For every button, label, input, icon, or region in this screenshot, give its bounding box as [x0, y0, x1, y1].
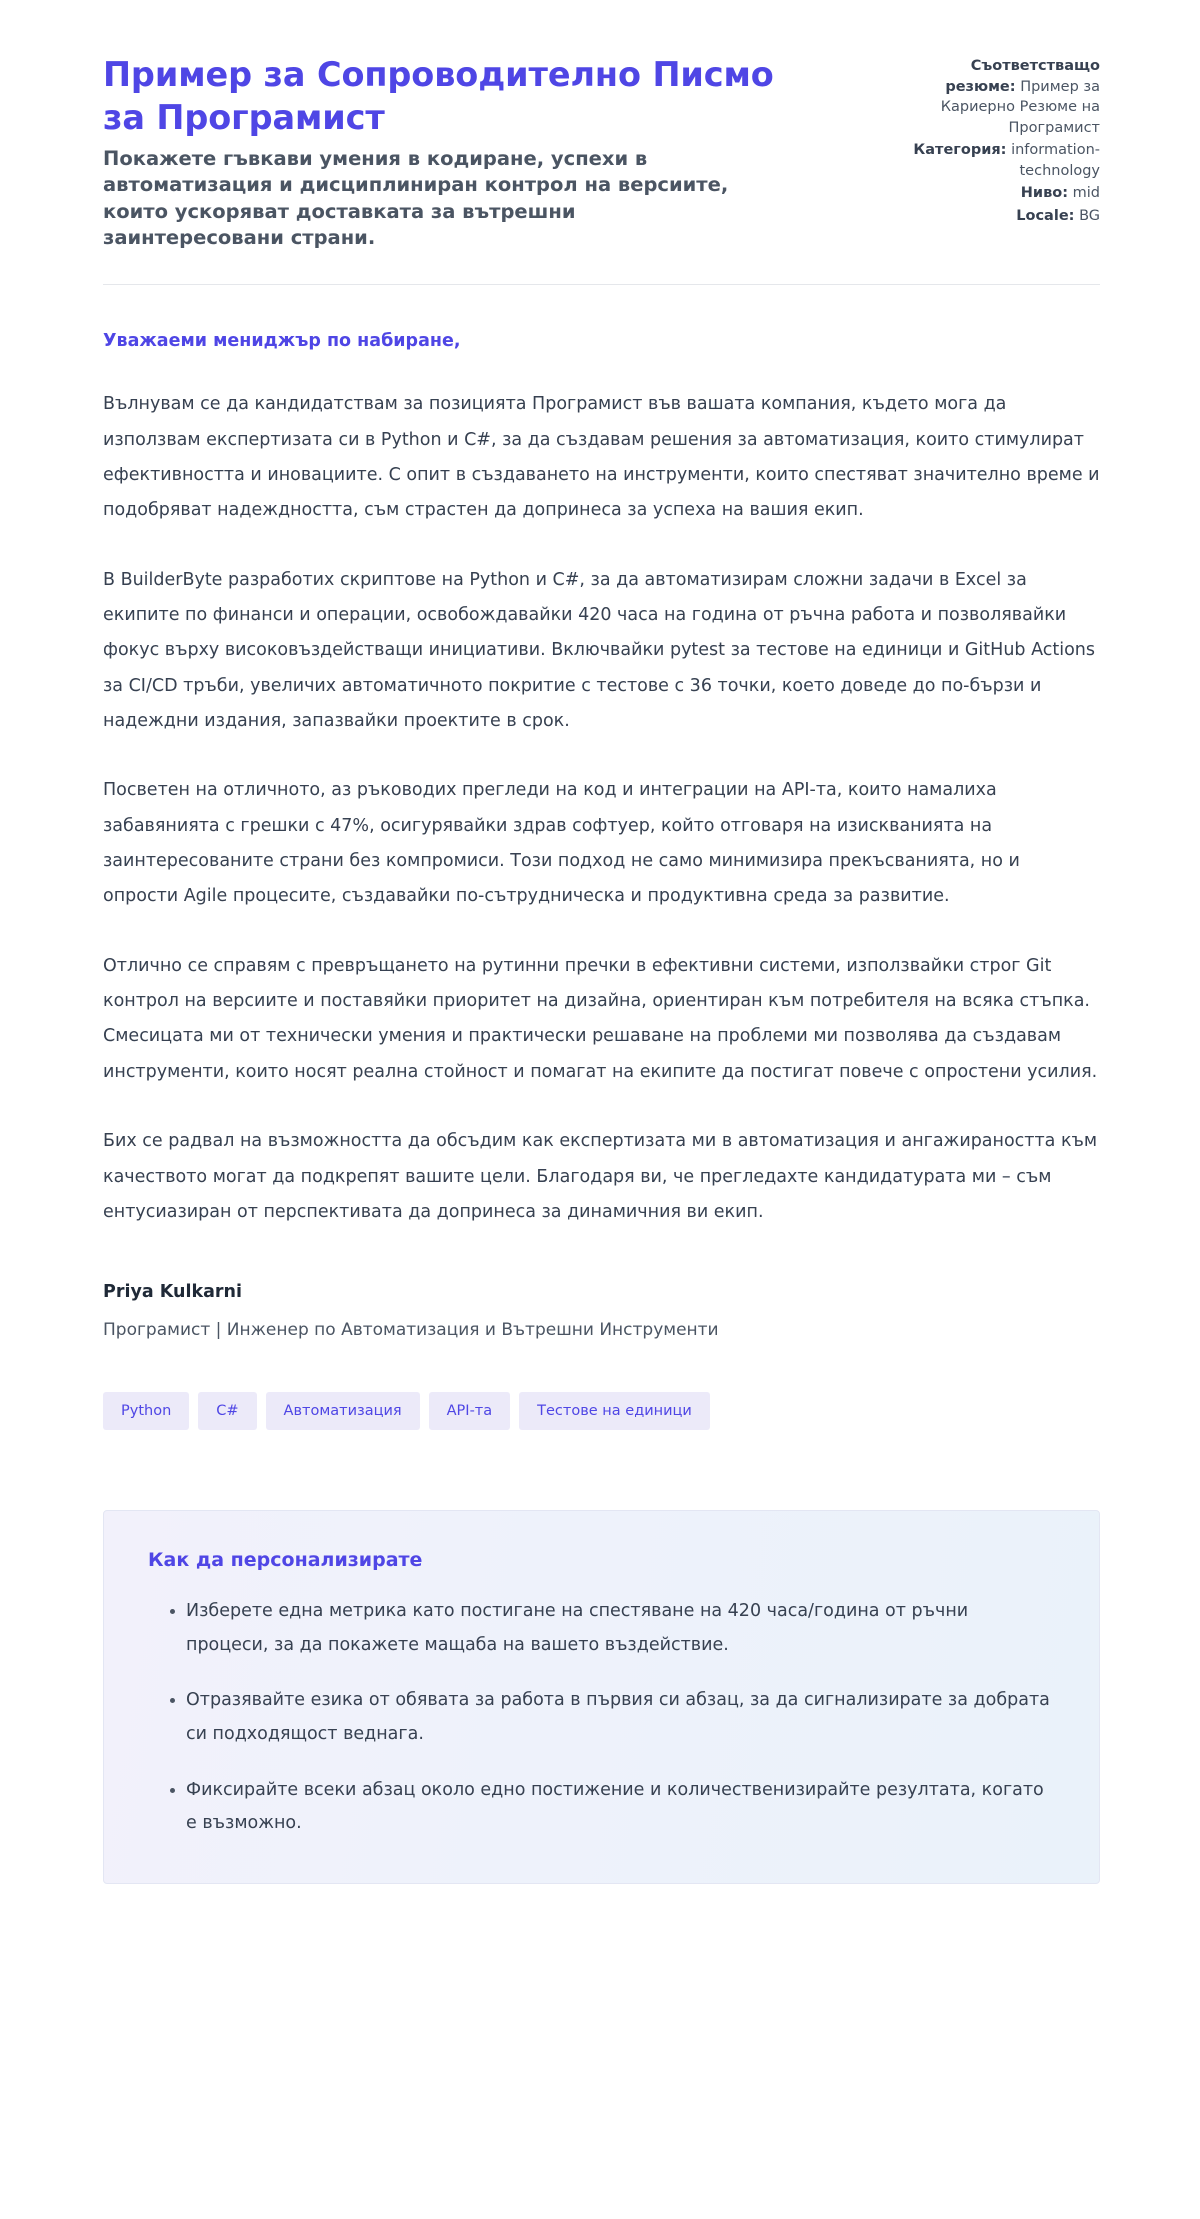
page-subtitle: Покажете гъвкави умения в кодиране, успехи в автоматизация и дисциплиниран контрол на версиите, които ускоряват доставката за вътрешни заинтересовани страни. [103, 146, 729, 250]
meta-row-category [900, 140, 1100, 181]
skill-tag[interactable]: Тестове на единици [519, 1392, 710, 1431]
letter-body [0, 285, 1200, 1230]
skill-tag[interactable]: API-та [429, 1392, 511, 1431]
meta-row-matching-resume [900, 56, 1100, 138]
page-header [0, 0, 1200, 252]
letter-paragraph: Посветен на отличното, аз ръководих прегледи на код и интеграции на API-та, които намалиха забавянията с грешки с 47%, осигурявайки здрав софтуер, който отговаря на изискванията на заинтересованите страни без компромиси. Този подход не само минимизира прекъсванията, но и опрости Agile процесите, създавайки по-сътрудническа и продуктивна среда за развитие. [103, 780, 1020, 907]
document-metadata [900, 54, 1100, 229]
tips-list-item: Отразявайте езика от обявата за работа в първия си абзац, за да сигнализирате за добрата си подходящост веднага. [170, 1684, 1055, 1751]
letter-paragraph: В BuilderByte разработих скриптове на Python и C#, за да автоматизирам сложни задачи в Excel за екипите по финанси и операции, освобождавайки 420 часа на година от ръчна работа и позволявайки фокус върху високовъздействащи инициативи. Включвайки pytest за тестове на единици и GitHub Actions за CI/CD тръби, увеличих автоматичното покритие с тестове с 36 точки, което доведе до по-бързи и надеждни издания, запазвайки проектите в срок. [103, 569, 1096, 732]
letter-paragraph: Вълнувам се да кандидатствам за позицията Програмист във вашата компания, където мога да използвам експертизата си в Python и C#, за да създавам решения за автоматизация, които стимулират ефективността и иновациите. С опит в създаването на инструменти, които спестяват значително време и подобряват надеждността, съм страстен да допринеса за успеха на вашия екип. [103, 394, 1100, 521]
customization-tips-card [103, 1510, 1100, 1884]
skill-tag-list [0, 1344, 1200, 1431]
tips-list-item: Фиксирайте всеки абзац около едно постижение и количественизирайте резултата, когато е възможно. [170, 1774, 1055, 1841]
meta-value-category: information-technology [1011, 142, 1100, 179]
letter-paragraph: Отлично се справям с превръщането на рутинни пречки в ефективни системи, използвайки строг Git контрол на версиите и поставяйки приоритет на дизайна, ориентиран към потребителя на всяка стъпка. Смесицата ми от технически умения и практически решаване на проблеми ми позволява да създавам инструменти, които носят реална стойност и помагат на екипите да постигат повече с опростени усилия. [103, 955, 1098, 1082]
header-title-block [103, 54, 803, 252]
page-title: Пример за Сопроводително Писмо за Програмист [103, 55, 774, 137]
skill-tag[interactable]: Автоматизация [266, 1392, 420, 1431]
tips-list-item: Изберете една метрика като постигане на спестяване на 420 часа/година от ръчни процеси, за да покажете мащаба на вашето въздействие. [170, 1595, 1055, 1662]
meta-value-matching-resume: Пример за Кариерно Резюме на Програмист [940, 78, 1100, 136]
meta-value-locale: BG [1079, 208, 1100, 225]
skill-tag[interactable]: C# [198, 1392, 256, 1431]
meta-label-category: Категория: [913, 142, 1007, 159]
meta-row-locale [900, 206, 1100, 227]
signature-block [0, 1264, 1200, 1344]
signature-role: Програмист | Инженер по Автоматизация и Вътрешни Инструменти [103, 1320, 719, 1341]
skill-tag[interactable]: Python [103, 1392, 189, 1431]
tips-list [148, 1595, 1055, 1841]
letter-paragraph: Бих се радвал на възможността да обсъдим как експертизата ми в автоматизация и ангажираността към качеството могат да подкрепят вашите цели. Благодаря ви, че прегледахте кандидатурата ми – съм ентусиазиран от перспективата да допринеса за динамичния ви екип. [103, 1131, 1098, 1222]
meta-label-locale: Locale: [1016, 208, 1075, 225]
tips-card-title: Как да персонализирате [148, 1549, 423, 1572]
meta-label-level: Ниво: [1020, 185, 1069, 202]
meta-row-level [900, 183, 1100, 204]
meta-label-matching-resume: Съответстващо резюме: [945, 58, 1100, 95]
letter-salutation: Уважаеми мениджър по набиране, [103, 330, 461, 351]
meta-value-level: mid [1072, 185, 1100, 202]
signature-name: Priya Kulkarni [103, 1282, 243, 1303]
